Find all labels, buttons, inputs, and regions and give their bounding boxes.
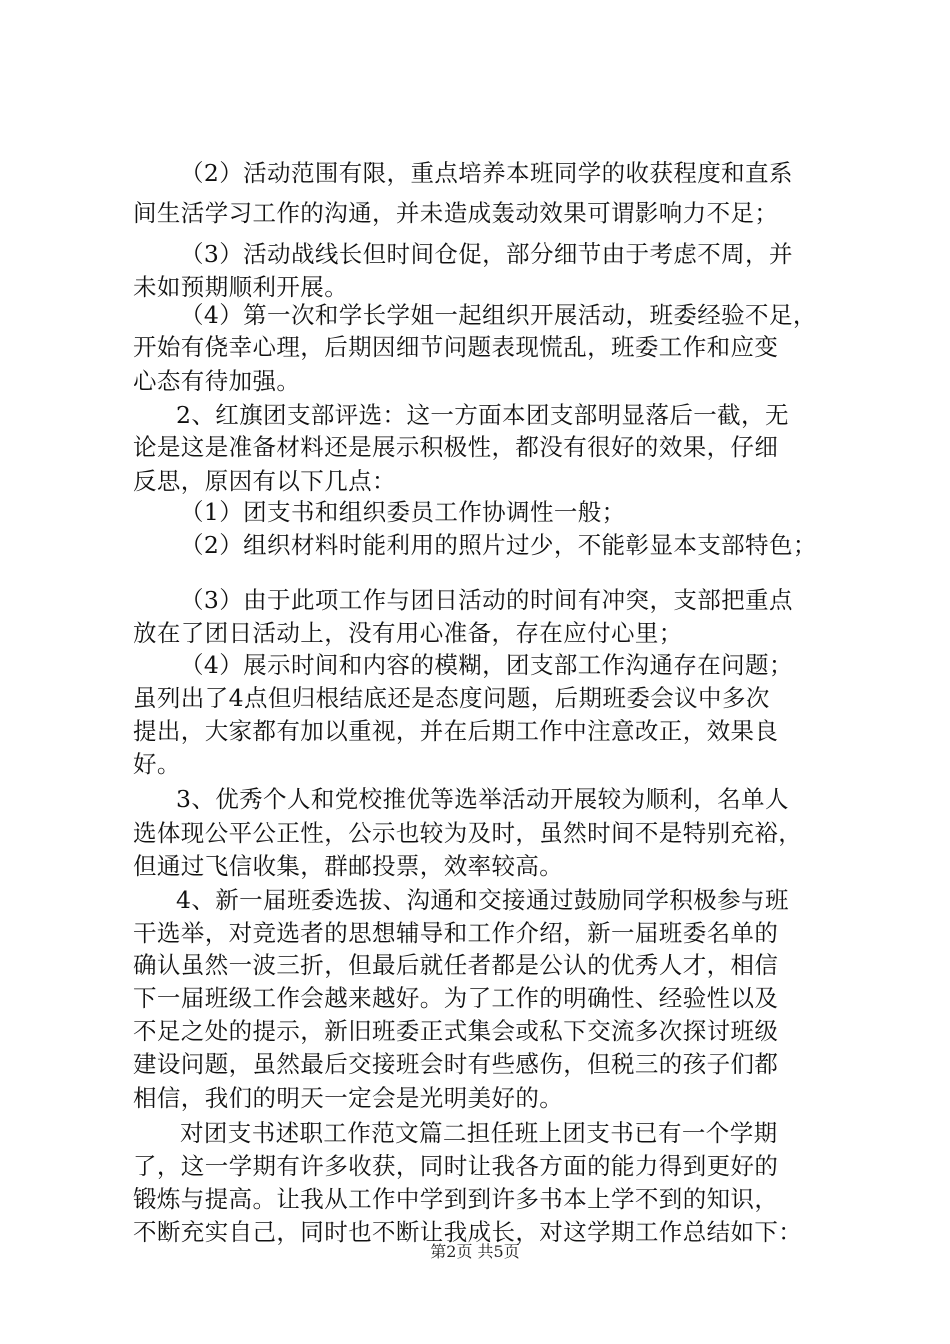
text-line: 未如预期顺利开展。 xyxy=(133,273,349,301)
text-line: 虽列出了4点但归根结底还是态度问题，后期班委会议中多次 xyxy=(133,684,770,712)
text-line: 4、新一届班委选拔、沟通和交接通过鼓励同学积极参与班 xyxy=(176,886,789,914)
text-line: 干选举，对竞选者的思想辅导和工作介绍，新一届班委名单的 xyxy=(133,919,779,947)
text-line: 间生活学习工作的沟通，并未造成轰动效果可谓影响力不足； xyxy=(133,199,779,227)
text-line: 但通过飞信收集，群邮投票，效率较高。 xyxy=(133,852,564,880)
text-line: 反思，原因有以下几点： xyxy=(133,467,396,495)
text-line: 放在了团日活动上，没有用心准备，存在应付心里； xyxy=(133,619,683,647)
text-line: 建设问题，虽然最后交接班会时有些感伤，但税三的孩子们都 xyxy=(133,1050,779,1078)
text-line: （4）第一次和学长学姐一起组织开展活动，班委经验不足， xyxy=(180,301,817,329)
text-line: 3、优秀个人和党校推优等选举活动开展较为顺利，名单人 xyxy=(176,785,789,813)
text-line: 心态有待加强。 xyxy=(133,367,301,395)
page-number-footer: 第2页 共5页 xyxy=(430,1242,520,1261)
text-line: 相信，我们的明天一定会是光明美好的。 xyxy=(133,1084,564,1112)
text-line: （3）由于此项工作与团日活动的时间有冲突，支部把重点 xyxy=(180,586,793,614)
text-line: （2）组织材料时能利用的照片过少，不能彰显本支部特色； xyxy=(180,531,817,559)
text-line: 对团支书述职工作范文篇二担任班上团支书已有一个学期 xyxy=(180,1119,778,1147)
text-line: 提出，大家都有加以重视，并在后期工作中注意改正，效果良 xyxy=(133,717,779,745)
text-line: 确认虽然一波三折，但最后就任者都是公认的优秀人才，相信 xyxy=(133,951,779,979)
text-line: 开始有侥幸心理，后期因细节问题表现慌乱，班委工作和应变 xyxy=(133,333,779,361)
text-line: 好。 xyxy=(133,750,181,778)
text-line: 2、红旗团支部评选：这一方面本团支部明显落后一截，无 xyxy=(176,401,789,429)
text-line: 不足之处的提示，新旧班委正式集会或私下交流多次探讨班级 xyxy=(133,1017,779,1045)
text-line: 选体现公平公正性，公示也较为及时，虽然时间不是特别充裕， xyxy=(133,819,803,847)
text-line: 锻炼与提高。让我从工作中学到到许多书本上学不到的知识， xyxy=(133,1185,779,1213)
text-line: 了，这一学期有许多收获，同时让我各方面的能力得到更好的 xyxy=(133,1152,779,1180)
text-line: （1）团支书和组织委员工作协调性一般； xyxy=(180,498,626,526)
text-line: （4）展示时间和内容的模糊，团支部工作沟通存在问题； xyxy=(180,651,793,679)
text-line: （2）活动范围有限，重点培养本班同学的收获程度和直系 xyxy=(180,159,793,187)
text-line: （3）活动战线长但时间仓促，部分细节由于考虑不周，并 xyxy=(180,240,793,268)
text-line: 论是这是准备材料还是展示积极性，都没有很好的效果，仔细 xyxy=(133,433,779,461)
text-line: 下一届班级工作会越来越好。为了工作的明确性、经验性以及 xyxy=(133,984,779,1012)
text-line: 不断充实自己，同时也不断让我成长，对这学期工作总结如下： xyxy=(133,1218,803,1246)
